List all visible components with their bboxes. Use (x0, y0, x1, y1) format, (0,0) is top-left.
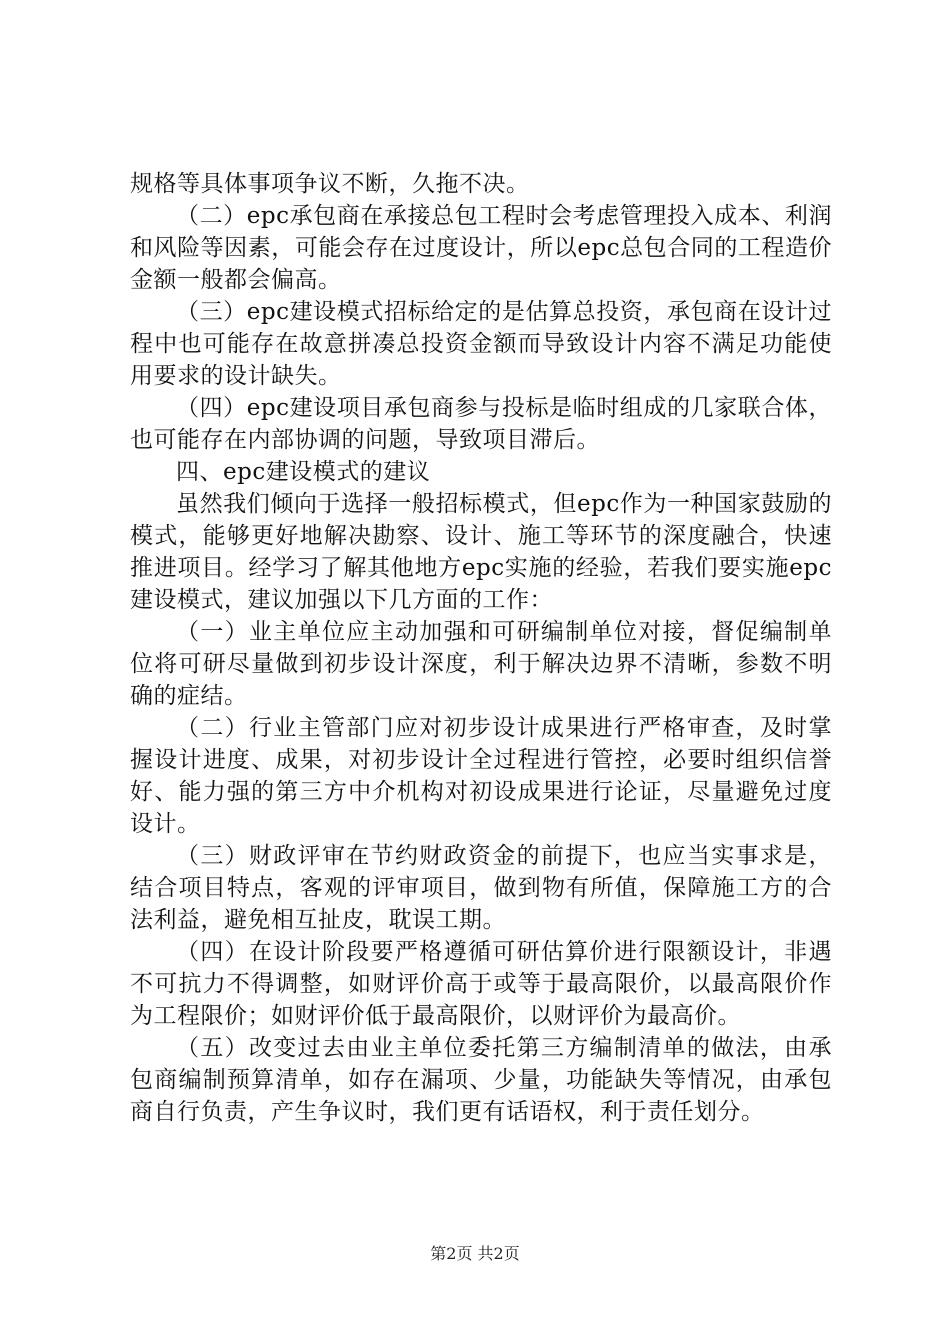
paragraph-issue-2: （二）epc承包商在承接总包工程时会考虑管理投入成本、利润和风险等因素，可能会存在过度设计，所以epc总包合同的工程造价金额一般都会偏高。 (130, 203, 832, 293)
paragraph-suggestion-2: （二）行业主管部门应对初步设计成果进行严格审查，及时掌握设计进度、成果，对初步设计全过程进行管控，必要时组织信誉好、能力强的第三方中介机构对初设成果进行论证，尽量避免过度设计。 (130, 715, 832, 837)
paragraph-intro: 虽然我们倾向于选择一般招标模式，但epc作为一种国家鼓励的模式，能够更好地解决勘察、设计、施工等环节的深度融合，快速推进项目。经学习了解其他地方epc实施的经验，若我们要实施epc建设模式，建议加强以下几方面的工作： (130, 491, 832, 613)
paragraph-issue-3: （三）epc建设模式招标给定的是估算总投资，承包商在设计过程中也可能存在故意拼凑总投资金额而导致设计内容不满足功能使用要求的设计缺失。 (130, 299, 832, 389)
paragraph-continuation: 规格等具体事项争议不断，久拖不决。 (130, 171, 530, 197)
paragraph-suggestion-5: （五）改变过去由业主单位委托第三方编制清单的做法，由承包商编制预算清单，如存在漏项、少量，功能缺失等情况，由承包商自行负责，产生争议时，我们更有话语权，利于责任划分。 (130, 1035, 832, 1125)
paragraph-suggestion-1: （一）业主单位应主动加强和可研编制单位对接，督促编制单位将可研尽量做到初步设计深度，利于解决边界不清晰，参数不明确的症结。 (130, 619, 832, 709)
paragraph-issue-4: （四）epc建设项目承包商参与投标是临时组成的几家联合体，也可能存在内部协调的问题，导致项目滞后。 (130, 395, 832, 453)
document-body (130, 168, 832, 1128)
paragraph-suggestion-4: （四）在设计阶段要严格遵循可研估算价进行限额设计，非遇不可抗力不得调整，如财评价高于或等于最高限价，以最高限价作为工程限价；如财评价低于最高限价，以财评价为最高价。 (130, 939, 832, 1029)
paragraph-suggestion-3: （三）财政评审在节约财政资金的前提下，也应当实事求是，结合项目特点，客观的评审项目，做到物有所值，保障施工方的合法利益，避免相互扯皮，耽误工期。 (130, 843, 832, 933)
page-footer: 第2页 共2页 (430, 1244, 520, 1263)
section-heading: 四、epc建设模式的建议 (176, 459, 431, 485)
